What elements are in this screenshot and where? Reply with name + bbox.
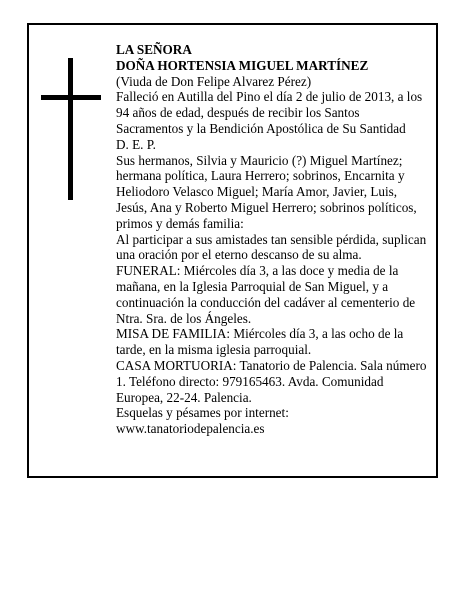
deceased-name: DOÑA HORTENSIA MIGUEL MARTÍNEZ [116,57,369,73]
family-text: Sus hermanos, Silvia y Mauricio (?) Miguel Martínez; hermana política, Laura Herrero; sobrinos, Encarnita y Heliodoro Velasco Miguel; María Amor, Javier, Luis, Jesús, Ana y Roberto Miguel Herrero; sobrinos políticos, primos y demás familia: [116,152,417,231]
funeral-text: FUNERAL: Miércoles día 3, a las doce y media de la mañana, en la Iglesia Parroquial de San Miguel, y a continuación la conducción del cadáver al cementerio de Ntra. Sra. de los Ángeles. [116,263,416,326]
notice-title: LA SEÑORA [116,42,192,57]
funeral-home-text: CASA MORTUORIA: Tanatorio de Palencia. Sala número 1. Teléfono directo: 979165463. Avda. Comunidad Europea, 22-24. Palencia. [116,357,427,405]
widow-line: (Viuda de Don Felipe Alvarez Pérez) [116,73,312,89]
rip-text: D. E. P. [116,136,156,152]
website-link[interactable]: www.tanatoriodepalencia.es [116,421,265,437]
condolences-text: Esquelas y pésames por internet: [116,405,289,421]
cross-vertical-bar [68,58,73,200]
notice-text [116,42,428,437]
death-text: Falleció en Autilla del Pino el día 2 de julio de 2013, a los 94 años de edad, después de recibir los Santos Sacramentos y la Bendición Apostólica de Su Santidad [116,89,423,136]
request-text: Al participar a sus amistades tan sensible pérdida, suplican una oración por el eterno descanso de su alma. [116,231,427,263]
cross-icon [41,58,101,200]
cross-horizontal-bar [41,95,101,100]
obituary-notice [27,23,438,478]
family-mass-text: MISA DE FAMILIA: Miércoles día 3, a las ocho de la tarde, en la misma iglesia parroquial. [116,326,404,358]
